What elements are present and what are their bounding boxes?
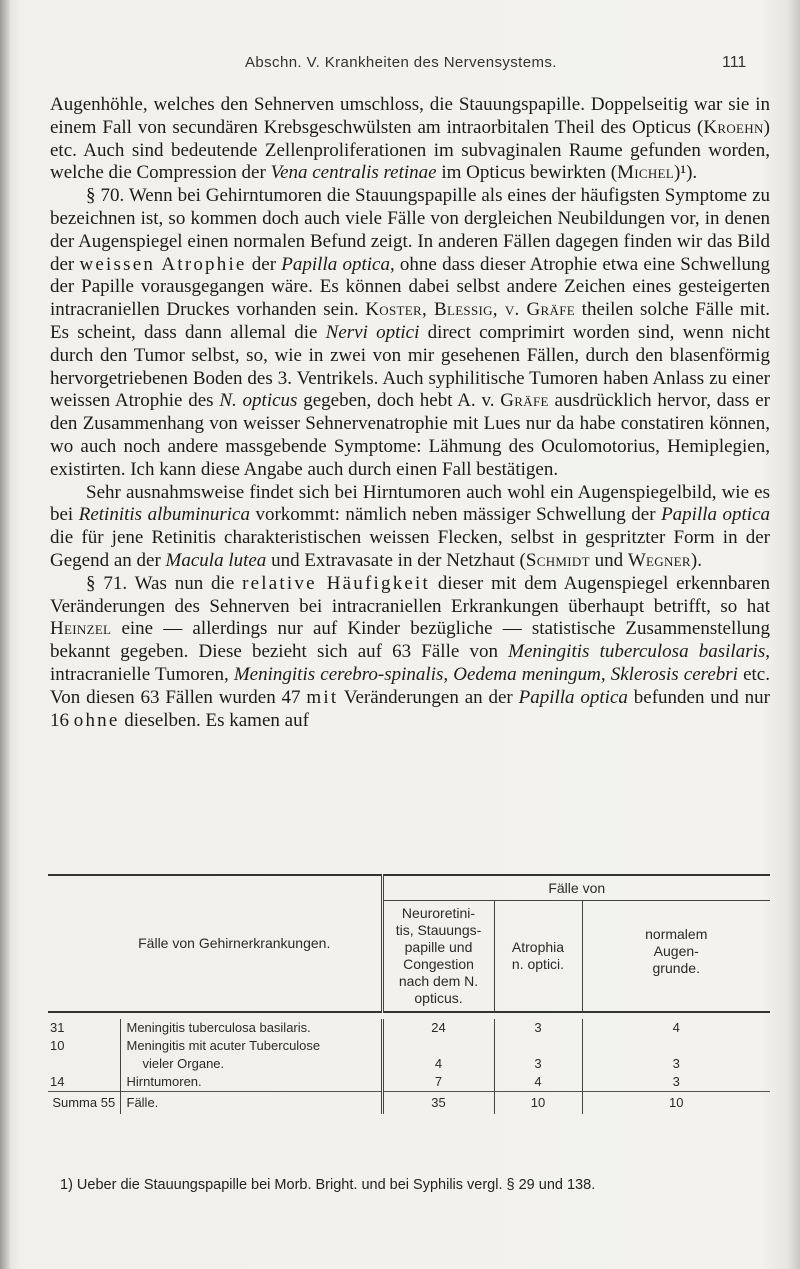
body-text [50, 94, 770, 732]
col-header-disease: Fälle von Gehirnerkrankungen. [138, 935, 331, 951]
footnote: 1) Ueber die Stauungspapille bei Morb. Bright. und bei Syphilis vergl. § 29 und 138. [60, 1177, 596, 1193]
page-edge [788, 0, 800, 1269]
binding-shadow [0, 0, 10, 1269]
statistics-table [48, 874, 770, 1114]
summa-row: Summa 55 Fälle. 35 10 10 [48, 1092, 770, 1115]
col-header-normal: normalem Augen- grunde. [582, 901, 770, 1013]
paragraph-1: Augenhöhle, welches den Sehnerven umschloss, die Stauungspapille. Doppelseitig war sie in einem Fall von secundären Krebsgeschwülsten am intraorbitalen Theil des Opticus (Kroehn) etc. Auch sind bedeutende Zellenproliferationen im subvaginalen Raume gefunden worden, welche die Compression der Vena centralis retinae im Opticus bewirkten (Michel)¹). [50, 94, 770, 184]
table-row: vieler Organe. 4 3 3 [48, 1055, 770, 1073]
col-group-header: Fälle von [382, 875, 770, 901]
col-header-atrophia: Atrophia n. optici. [494, 901, 582, 1013]
paragraph-71: § 71. Was nun die relative Häufigkeit dieser mit dem Augenspiegel erkennbaren Veränderungen des Sehnerven bei intracraniellen Erkrankungen überhaupt betrifft, so hat Heinzel eine — allerdings nur auf Kinder bezügliche — statistische Zusammenstellung bekannt gegeben. Diese bezieht sich auf 63 Fälle von Meningitis tuberculosa basilaris, intracranielle Tumoren, Meningitis cerebro-spinalis, Oedema meningum, Sklerosis cerebri etc. Von diesen 63 Fällen wurden 47 mit Veränderungen an der Papilla optica befunden und nur 16 ohne dieselben. Es kamen auf [50, 572, 771, 731]
page-number: 111 [722, 54, 747, 71]
table-row: 10 Meningitis mit acuter Tuberculose [48, 1037, 770, 1055]
paragraph-retinitis: Sehr ausnahmsweise findet sich bei Hirntumoren auch wohl ein Augenspiegelbild, wie es bei Retinitis albuminurica vorkommt: nämlich neben mässiger Schwellung der Papilla optica die für jene Retinitis charakteristischen weissen Flecken, selbst in gespritzter Form in der Gegend an der Macula lutea und Extravasate in der Netzhaut (Schmidt und Wegner). [50, 481, 771, 571]
col-header-neuroretinitis: Neuroretini- tis, Stauungs- papille und Congestion nach dem N. opticus. [382, 901, 494, 1013]
table-row: 14 Hirntumoren. 7 4 3 [48, 1073, 770, 1092]
table-row: 31 Meningitis tuberculosa basilaris. 24 3 4 [48, 1019, 770, 1037]
running-header [0, 54, 800, 74]
paragraph-70: § 70. Wenn bei Gehirntumoren die Stauungspapille als eines der häufigsten Symptome zu bezeichnen ist, so kommen doch auch viele Fälle von dergleichen Neubildungen vor, in denen der Augenspiegel einen normalen Befund zeigt. In anderen Fällen dagegen finden wir das Bild der weissen Atrophie der Papilla optica, ohne dass dieser Atrophie etwa eine Schwellung der Papille vorausgegangen wäre. Es können dabei selbst andere Zeichen eines gesteigerten intracraniellen Druckes vorhanden sein. Koster, Blessig, v. Gräfe theilen solche Fälle mit. Es scheint, dass dann allemal die Nervi optici direct comprimirt worden sind, wenn nicht durch den Tumor selbst, so, wie in zwei von mir gesehenen Fällen, durch den blasenförmig hervorgetriebenen Boden des 3. Ventrikels. Auch syphilitische Tumoren haben Anlass zu einer weissen Atrophie des N. opticus gegeben, doch hebt A. v. Gräfe ausdrücklich hervor, dass er den Zusammenhang von weisser Sehnervenatrophie mit Lues nur da habe constatiren können, wo auch noch andere massgebende Symptome: Lähmung des Oculomotorius, Hemiplegien, existirten. Ich kann diese Angabe auch durch einen Fall bestätigen. [50, 185, 771, 480]
header-title: Abschn. V. Krankheiten des Nervensystems. [245, 54, 557, 71]
